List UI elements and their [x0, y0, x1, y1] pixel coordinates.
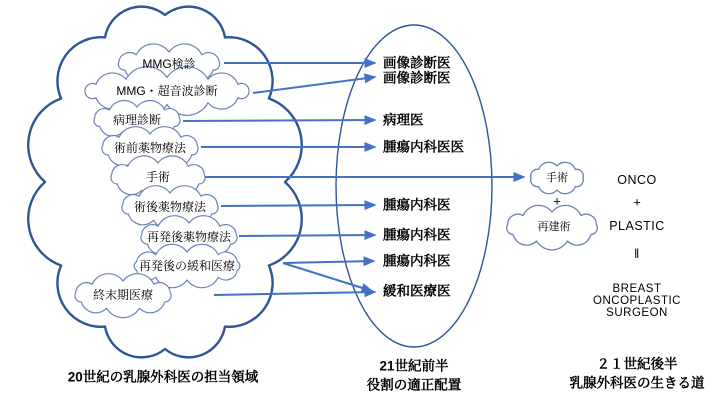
caption-21st-early-line1: 21世紀前半 — [379, 358, 449, 374]
role-label-oncologist-4: 腫瘍内科医 — [383, 253, 451, 269]
future-surgery-label: 手術 — [546, 172, 568, 184]
task-label: 終末期医療 — [92, 288, 154, 302]
role-label-oncologist-2: 腫瘍内科医 — [383, 197, 451, 213]
task-label: 術後薬物療法 — [133, 200, 207, 214]
equals-sign: ‖ — [634, 247, 640, 261]
role-label-oncologist-3: 腫瘍内科医 — [383, 227, 451, 243]
task-label: 病理診断 — [112, 113, 162, 127]
arrow-pathology-to-pathologist — [183, 120, 375, 121]
task-label: 再発後薬物療法 — [146, 230, 232, 244]
plus-sign: + — [553, 193, 561, 209]
plastic-label: PLASTIC — [609, 219, 665, 233]
future-reconstruction-label: 再建術 — [537, 221, 571, 233]
result-line-1: BREAST — [612, 283, 662, 295]
caption-21st-late-line1: ２１世紀後半 — [596, 356, 678, 372]
arrow-recurrence-drug-to-oncologist — [239, 235, 375, 236]
task-label: MMG検診 — [142, 57, 196, 71]
plus-sign: + — [633, 194, 641, 210]
task-label: 再発後の緩和医療 — [138, 259, 236, 273]
role-label-palliative: 緩和医療医 — [383, 283, 451, 299]
task-label: MMG・超音波診断 — [116, 84, 218, 98]
role-label-oncologist-1: 腫瘍内科医医 — [383, 139, 464, 155]
onco-label: ONCO — [617, 173, 657, 187]
role-label-imaging-1: 画像診断医 — [383, 55, 451, 71]
task-label: 術前薬物療法 — [113, 141, 187, 155]
caption-20th-century: 20世紀の乳腺外科医の担当領域 — [67, 369, 259, 385]
task-label: 手術 — [145, 170, 171, 184]
arrow-recurrence-palliative-to-palliative — [283, 263, 372, 291]
arrow-recurrence-palliative-to-oncologist — [283, 261, 374, 263]
caption-21st-early-line2: 役割の適正配置 — [366, 377, 462, 393]
role-label-imaging-2: 画像診断医 — [383, 70, 451, 86]
result-line-3: SURGEON — [606, 307, 668, 319]
arrow-postop-to-oncologist — [221, 205, 375, 206]
role-label-pathologist: 病理医 — [383, 112, 424, 128]
caption-21st-late-line2: 乳腺外科医の生きる道 — [569, 375, 705, 391]
result-line-2: ONCOPLASTIC — [593, 295, 681, 307]
